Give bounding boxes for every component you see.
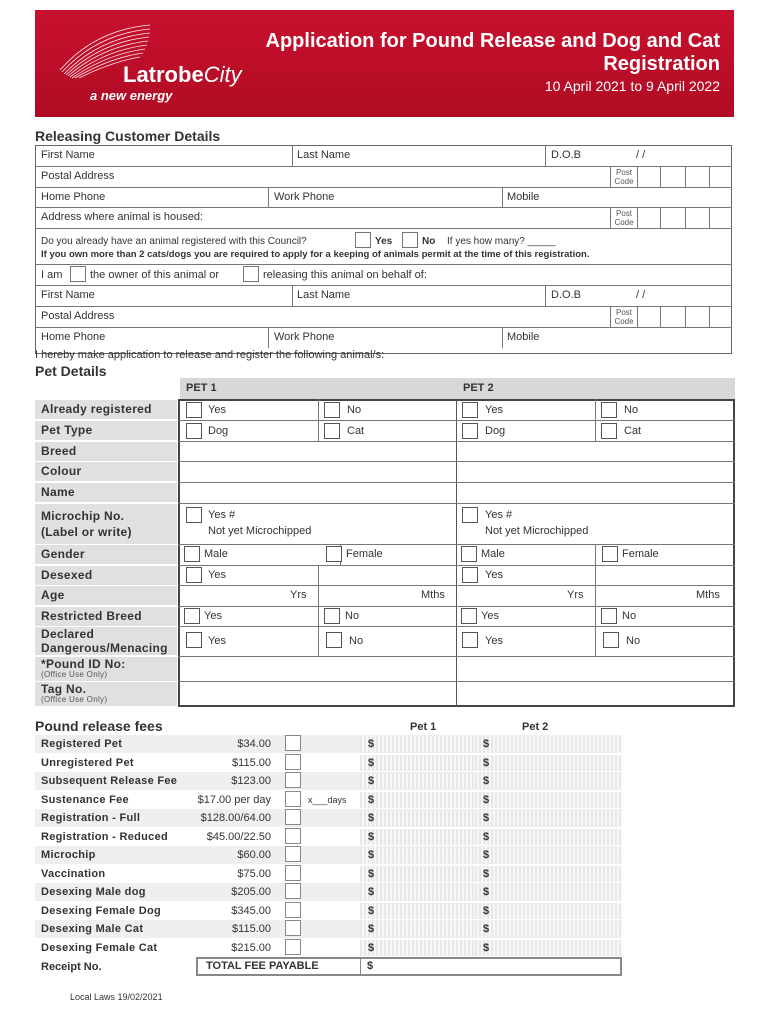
- pet2-fee-input[interactable]: [475, 755, 622, 771]
- behalf-mobile-field[interactable]: Mobile: [507, 331, 540, 343]
- pet-header-bar: [180, 378, 735, 399]
- pet2-fee-input[interactable]: [475, 773, 622, 789]
- pet1-registered-yes-label: Yes: [208, 404, 226, 416]
- pet2-fee-input[interactable]: [475, 921, 622, 937]
- pet1-declared-yes-checkbox[interactable]: [186, 632, 202, 648]
- desexed-label: Desexed: [35, 566, 177, 585]
- pet2-restricted-yes-label: Yes: [481, 610, 499, 622]
- behalf-checkbox[interactable]: [243, 266, 259, 282]
- fee-checkbox[interactable]: [285, 883, 301, 899]
- fee-row: [35, 865, 622, 883]
- fee-label: Registered Pet: [41, 738, 123, 750]
- pet1-chip-yes-label: Yes #: [208, 509, 236, 521]
- pet2-male-label: Male: [481, 548, 505, 560]
- pet1-dollar: $: [368, 812, 375, 824]
- fee-price: $17.00 per day: [197, 793, 271, 806]
- fee-checkbox[interactable]: [285, 735, 301, 751]
- pet1-dollar: $: [368, 849, 375, 861]
- fee-checkbox[interactable]: [285, 902, 301, 918]
- restricted-breed-label: Restricted Breed: [35, 607, 177, 626]
- pet2-months-field[interactable]: Mths: [696, 589, 720, 601]
- pet1-dollar: $: [368, 738, 375, 750]
- behalf-label: releasing this animal on behalf of:: [263, 269, 427, 281]
- pet2-dollar: $: [483, 738, 490, 750]
- pet1-dollar: $: [368, 923, 375, 935]
- pet1-fee-input[interactable]: [360, 773, 476, 789]
- pet2-dollar: $: [483, 923, 490, 935]
- registered-yes-checkbox[interactable]: [355, 232, 371, 248]
- pet1-dog-checkbox[interactable]: [186, 423, 202, 439]
- pet1-not-chipped-label: Not yet Microchipped: [208, 525, 312, 537]
- pet2-dollar: $: [483, 793, 490, 806]
- pet1-declared-no-checkbox[interactable]: [326, 632, 342, 648]
- behalf-dob-field[interactable]: D.O.B: [551, 289, 581, 301]
- pet1-cat-label: Cat: [347, 425, 365, 437]
- pet1-dollar: $: [368, 830, 375, 843]
- registered-no-label: No: [422, 236, 436, 247]
- pet2-male-checkbox[interactable]: [461, 546, 477, 562]
- pet1-fee-input[interactable]: [360, 940, 476, 956]
- fees-pet2-header: Pet 2: [522, 721, 549, 733]
- mobile-field[interactable]: Mobile: [507, 191, 540, 203]
- pet2-chip-yes-checkbox[interactable]: [462, 507, 478, 523]
- behalf-work-phone-field[interactable]: Work Phone: [274, 331, 335, 343]
- pet1-fee-input[interactable]: [360, 810, 476, 826]
- pet1-fee-input[interactable]: [360, 884, 476, 900]
- pet1-header: PET 1: [186, 382, 217, 394]
- pet1-registered-no-checkbox[interactable]: [324, 402, 340, 418]
- behalf-first-name-field[interactable]: First Name: [41, 289, 95, 301]
- pet1-dollar: $: [368, 867, 375, 880]
- last-name-field[interactable]: Last Name: [297, 149, 351, 161]
- pet-details-heading: Pet Details: [35, 363, 107, 379]
- pet2-desexed-label: Yes: [485, 569, 503, 581]
- fee-row: [35, 883, 622, 901]
- pet2-registered-yes-label: Yes: [485, 404, 503, 416]
- fee-checkbox[interactable]: [285, 828, 301, 844]
- pet2-dog-checkbox[interactable]: [462, 423, 478, 439]
- total-fee-label: TOTAL FEE PAYABLE: [206, 960, 319, 972]
- pet1-dollar: $: [368, 793, 375, 806]
- pet1-fee-input[interactable]: [360, 921, 476, 937]
- pet1-desexed-label: Yes: [208, 569, 226, 581]
- fee-row: [35, 791, 622, 809]
- behalf-postal-address-field[interactable]: Postal Address: [41, 310, 115, 322]
- fee-price: $34.00: [237, 738, 271, 750]
- fee-checkbox[interactable]: [285, 846, 301, 862]
- pet1-restricted-no-checkbox[interactable]: [324, 608, 340, 624]
- tag-no-label: Tag No. (Office Use Only): [35, 682, 177, 706]
- fee-label: Sustenance Fee: [41, 793, 129, 806]
- pet2-fee-input[interactable]: [475, 884, 622, 900]
- owner-label: the owner of this animal or: [90, 269, 220, 281]
- fee-label: Subsequent Release Fee: [41, 775, 178, 787]
- pet2-fee-input[interactable]: [475, 810, 622, 826]
- fee-price: $115.00: [232, 756, 271, 769]
- dob-separator: / /: [636, 149, 646, 161]
- fee-label: Registration - Full: [41, 812, 141, 824]
- age-label: Age: [35, 586, 177, 605]
- fee-label: Unregistered Pet: [41, 756, 134, 769]
- fee-price: $115.00: [232, 923, 271, 935]
- pet2-declared-yes-label: Yes: [485, 635, 503, 647]
- fee-row: [35, 846, 622, 864]
- pet1-dollar: $: [368, 886, 375, 898]
- fee-row: [35, 828, 622, 846]
- pet1-male-label: Male: [204, 548, 228, 560]
- work-phone-field[interactable]: Work Phone: [274, 191, 335, 203]
- pet1-female-checkbox[interactable]: [326, 546, 342, 562]
- first-name-field[interactable]: First Name: [41, 149, 95, 161]
- owner-checkbox[interactable]: [70, 266, 86, 282]
- pet1-cat-checkbox[interactable]: [324, 423, 340, 439]
- pet1-declared-no-label: No: [349, 635, 364, 647]
- dob-field[interactable]: D.O.B: [551, 149, 581, 161]
- i-am-label: I am: [41, 269, 63, 281]
- receipt-no-label: Receipt No.: [41, 961, 102, 973]
- pet1-years-field[interactable]: Yrs: [290, 589, 307, 601]
- permit-note: If you own more than 2 cats/dogs you are required to apply for a keeping of animals permit at the time of this registration.: [41, 249, 590, 260]
- fee-price: $345.00: [231, 904, 271, 917]
- pet2-cat-checkbox[interactable]: [601, 423, 617, 439]
- pet1-fee-input[interactable]: [360, 866, 476, 882]
- pet2-fee-input[interactable]: [475, 866, 622, 882]
- pet2-fee-input[interactable]: [475, 940, 622, 956]
- footer-text: Local Laws 19/02/2021: [70, 992, 163, 1002]
- fee-label: Desexing Female Dog: [41, 904, 162, 917]
- pet2-declared-yes-checkbox[interactable]: [462, 632, 478, 648]
- pet1-restricted-yes-label: Yes: [204, 610, 222, 622]
- logo-tagline: a new energy: [90, 88, 173, 103]
- pet2-header: PET 2: [463, 382, 494, 394]
- fee-price: $45.00/22.50: [206, 830, 271, 843]
- post-code-label-3: Post Code: [614, 308, 634, 326]
- pet2-dollar: $: [483, 886, 490, 898]
- pound-id-label: *Pound ID No: (Office Use Only): [35, 657, 177, 681]
- pet1-fee-input[interactable]: [360, 903, 476, 919]
- pet1-dollar: $: [368, 904, 375, 917]
- fee-label: Desexing Male Cat: [41, 923, 144, 935]
- pet2-fee-input[interactable]: [475, 829, 622, 845]
- pet1-desexed-checkbox[interactable]: [186, 567, 202, 583]
- registered-no-checkbox[interactable]: [402, 232, 418, 248]
- pet1-restricted-yes-checkbox[interactable]: [184, 608, 200, 624]
- fee-checkbox[interactable]: [285, 809, 301, 825]
- behalf-home-phone-field[interactable]: Home Phone: [41, 331, 106, 343]
- postal-address-field[interactable]: Postal Address: [41, 170, 115, 182]
- pet2-declared-no-checkbox[interactable]: [603, 632, 619, 648]
- already-registered-label: Already registered: [35, 400, 177, 419]
- fee-checkbox[interactable]: [285, 791, 301, 807]
- registered-question: Do you already have an animal registered with this Council?: [41, 236, 307, 247]
- pet2-registered-yes-checkbox[interactable]: [462, 402, 478, 418]
- pet1-male-checkbox[interactable]: [184, 546, 200, 562]
- pet1-fee-input[interactable]: [360, 755, 476, 771]
- fee-price: $215.00: [231, 941, 271, 954]
- pet1-chip-yes-checkbox[interactable]: [186, 507, 202, 523]
- fee-price: $128.00/64.00: [200, 812, 271, 824]
- fees-pet1-header: Pet 1: [410, 721, 437, 733]
- pet2-desexed-checkbox[interactable]: [462, 567, 478, 583]
- pet2-fee-input[interactable]: [475, 792, 622, 808]
- pet2-dog-label: Dog: [485, 425, 506, 437]
- how-many-field[interactable]: If yes how many? _____: [447, 236, 556, 247]
- fee-checkbox[interactable]: [285, 939, 301, 955]
- pet1-female-label: Female: [346, 548, 383, 560]
- header-banner: [35, 10, 734, 117]
- fee-label: Registration - Reduced: [41, 830, 169, 843]
- colour-label: Colour: [35, 462, 177, 481]
- fee-checkbox[interactable]: [285, 920, 301, 936]
- pet2-dollar: $: [483, 830, 490, 843]
- address-housed-field[interactable]: Address where animal is housed:: [41, 211, 204, 223]
- pet1-registered-yes-checkbox[interactable]: [186, 402, 202, 418]
- fee-label: Vaccination: [41, 867, 106, 880]
- days-field[interactable]: x___days: [308, 794, 347, 805]
- pet2-declared-no-label: No: [626, 635, 641, 647]
- fee-row: [35, 902, 622, 920]
- fee-checkbox[interactable]: [285, 754, 301, 770]
- pet2-dollar: $: [483, 904, 490, 917]
- pet1-registered-no-label: No: [347, 404, 362, 416]
- gender-label: Gender: [35, 545, 177, 564]
- pet2-registered-no-label: No: [624, 404, 639, 416]
- pet-type-label: Pet Type: [35, 421, 177, 440]
- post-code-label: Post Code: [614, 168, 634, 186]
- pet2-dollar: $: [483, 775, 490, 787]
- pet1-fee-input[interactable]: [360, 829, 476, 845]
- declared-label: Declared Dangerous/Menacing: [35, 627, 177, 655]
- total-dollar-field[interactable]: $: [367, 960, 374, 972]
- fee-checkbox[interactable]: [285, 865, 301, 881]
- page-title: Application for Pound Release and Dog and Cat Registration: [265, 30, 720, 75]
- pet2-years-field[interactable]: Yrs: [567, 589, 584, 601]
- pet1-fee-input[interactable]: [360, 792, 476, 808]
- pet2-registered-no-checkbox[interactable]: [601, 402, 617, 418]
- fee-row: [35, 809, 622, 827]
- releasing-heading: Releasing Customer Details: [35, 128, 221, 144]
- pet1-dollar: $: [368, 775, 375, 787]
- pet1-dollar: $: [368, 941, 375, 954]
- pet2-restricted-no-label: No: [622, 610, 637, 622]
- pet2-female-checkbox[interactable]: [602, 546, 618, 562]
- pet2-fee-input[interactable]: [475, 847, 622, 863]
- fee-row: [35, 939, 622, 957]
- logo-text: LatrobeCity: [123, 62, 242, 87]
- pet1-months-field[interactable]: Mths: [421, 589, 445, 601]
- pet2-cat-label: Cat: [624, 425, 642, 437]
- pet2-dollar: $: [483, 941, 490, 954]
- fee-price: $123.00: [231, 775, 271, 787]
- fee-row: [35, 754, 622, 772]
- pet2-not-chipped-label: Not yet Microchipped: [485, 525, 589, 537]
- post-code-label-2: Post Code: [614, 209, 634, 227]
- breed-label: Breed: [35, 442, 177, 461]
- behalf-dob-separator: / /: [636, 289, 646, 301]
- behalf-last-name-field[interactable]: Last Name: [297, 289, 351, 301]
- fee-price: $75.00: [237, 867, 271, 880]
- fee-checkbox[interactable]: [285, 772, 301, 788]
- fee-label: Desexing Male dog: [41, 886, 146, 898]
- pet2-dollar: $: [483, 756, 490, 769]
- registration-period: 10 April 2021 to 9 April 2022: [544, 78, 720, 94]
- pet1-fee-input[interactable]: [360, 736, 476, 752]
- pet2-fee-input[interactable]: [475, 903, 622, 919]
- pet2-dollar: $: [483, 812, 490, 824]
- fee-label: Desexing Female Cat: [41, 941, 158, 954]
- pet2-restricted-no-checkbox[interactable]: [601, 608, 617, 624]
- pet1-fee-input[interactable]: [360, 847, 476, 863]
- name-label: Name: [35, 483, 177, 502]
- fee-row: [35, 920, 622, 938]
- fee-row: [35, 772, 622, 790]
- registered-yes-label: Yes: [375, 236, 393, 247]
- fees-heading: Pound release fees: [35, 718, 163, 734]
- pet1-declared-yes-label: Yes: [208, 635, 226, 647]
- fee-price: $60.00: [237, 849, 271, 861]
- pet1-dog-label: Dog: [208, 425, 229, 437]
- microchip-label: Microchip No. (Label or write): [35, 504, 177, 544]
- pet2-fee-input[interactable]: [475, 736, 622, 752]
- fee-row: [35, 735, 622, 753]
- fee-label: Microchip: [41, 849, 96, 861]
- home-phone-field[interactable]: Home Phone: [41, 191, 106, 203]
- pet2-chip-yes-label: Yes #: [485, 509, 513, 521]
- pet2-dollar: $: [483, 867, 490, 880]
- application-statement: I hereby make application to release and register the following animal/s:: [35, 349, 385, 361]
- pet2-dollar: $: [483, 849, 490, 861]
- fee-price: $205.00: [231, 886, 271, 898]
- pet1-dollar: $: [368, 756, 375, 769]
- pet1-restricted-no-label: No: [345, 610, 360, 622]
- pet2-restricted-yes-checkbox[interactable]: [461, 608, 477, 624]
- pet2-female-label: Female: [622, 548, 659, 560]
